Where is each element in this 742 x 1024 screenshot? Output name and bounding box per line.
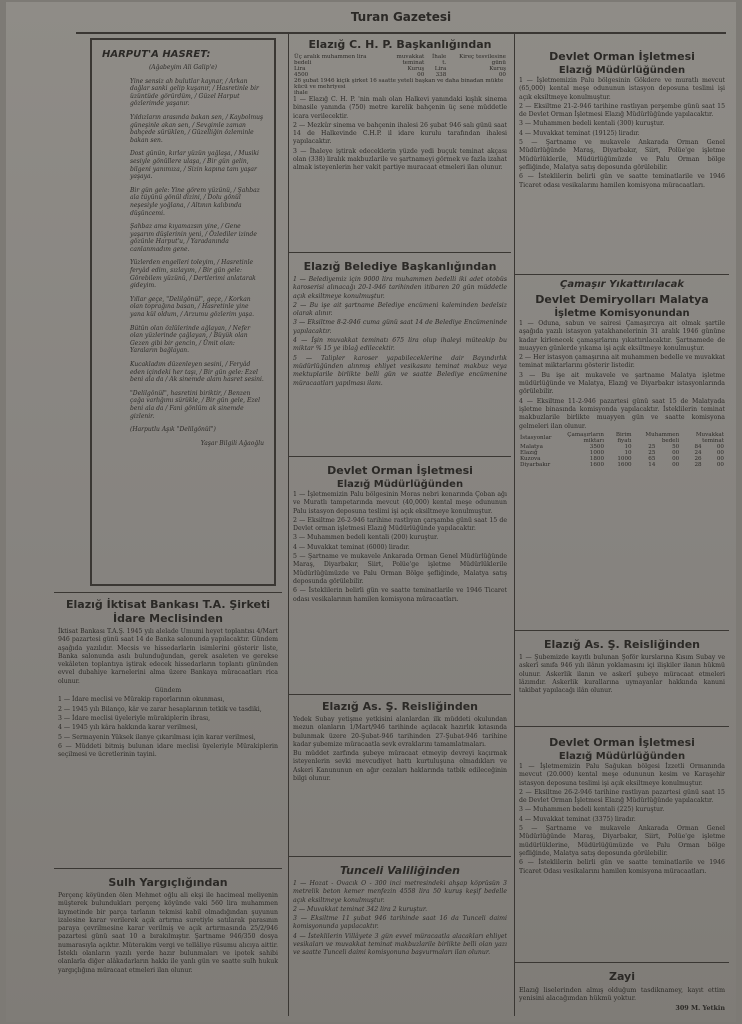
poem-box	[90, 38, 276, 586]
poem-stanza: Yıldızların arasında bakan sen, / Kaybolmuş güneşinle akan sen, / Sevgimle zaman bahçede sürüklen, / Güzelliğin özleminle bakan sen.	[130, 113, 264, 144]
divider	[515, 962, 729, 963]
table-cell: 00	[672, 455, 680, 462]
zayi-notice	[519, 968, 725, 1018]
divider	[289, 856, 511, 857]
table-cell: 24	[694, 449, 702, 456]
tunceli-title: Tunceli Valiliğinden	[340, 864, 460, 877]
camasir-item: 1 — Oduna, sabun ve sairesi Çamaşırcıya ait olmak şartile aşağıda yazılı istasyon yatakhanelerinin 31 aralık 1946 gününe kadar kirlenecek çamaşırlarını yıkattırılacaktır. Şartnamede de muayyen günlerde yıkama işi açık eksiltmeye konulmuştur.	[519, 320, 725, 352]
tunceli-item: 1 — Hozat - Ovacık O - 300 inci metresindeki ahşap köprüsün 3 metrelik beton kemer menfezin 4558 lira 50 kuruş keşif bedelle açık eksiltmeye konulmuştur.	[293, 880, 507, 904]
table-cell: Kuruş	[407, 66, 425, 72]
divider	[515, 726, 729, 727]
table-cell: 00	[716, 461, 724, 468]
orman1-item: 4 — Muvakkat teminat (19125) liradır.	[519, 129, 640, 137]
chp-title: Elazığ C. H. P. Başkanlığından	[308, 38, 492, 51]
asaskerlik-body: Yedek Subay yetişme yetkisini alanlardan ilk müddeti okulundan mezun olanların 1/Mart/946 tarihinde açılacak hazırlık kıtasında bulunmak üzere 20-Şubat-946 tarihinden 27-Şubat-946 tarihine kadar şubemize müracaatla sevk evraklarını tamamlatmaları.	[293, 716, 507, 748]
table-cell: 00	[498, 72, 506, 78]
poem-note: (Harputlu Aşık "Delilgönül")	[130, 426, 216, 434]
camasir-item: 3 — Bu işe ait mukavele ve şartname Malatya işletme müdürlüğünde ve Malatya, Elazığ ve Diyarbakır istasyonlarında görülebilir.	[519, 371, 725, 396]
chp-item: 3 — İhaleye iştirak edeceklerin yüzde yedi buçuk teminat akçası olan (338) liralık makbuzlarile ve şartnameyi görmek ve fazla izahat almak isteyenlerin her vakit partiye muracaat etmeleri ilan olunur.	[293, 147, 507, 172]
poem-stanza: Kucakladım düzenleyen sesini, / Feryâd eden içindeki her taşı, / Bir gün gele: Ezel beni ala da / Ak sinemde alam hasret sesini.	[130, 361, 264, 384]
tunceli-item: 2 — Muvakkat teminat 342 lira 2 kuruştur.	[293, 905, 428, 913]
table-cell: 26	[694, 455, 702, 462]
orman2-item: 1 — İşletmemizin Palu Sağukan bölgesi İzzetli Ormanında mevcut (20.000) kental meşe odununun kesim ve Karaşehir istasyon deposuna teslimi işi açık eksiltmeye konulmuştur.	[519, 763, 725, 787]
zayi-title: Zayi	[608, 970, 635, 983]
poem-stanza: "Delilgönül", hasretini biriktir, / Benzen çağa varlığımı sürükle, / Bir gün gele, Ezel beni ala da / Fani gönlüm ak sinemde gizlenir.	[130, 389, 261, 420]
sulh-body: Perçenç köyünden ölen Mehmet oğlu ali ekşi ile hacimeal meliyenin müşterek bulundukları perçenç köyünde vaki 560 lira muhammen kıymetinde bir parça tarlanın tekmisi kabil olmadığından şuyunun izalesine karar verilerek açık artırma suretiyle satılarak parasının paraya çevrilmesine karar verilmiş ve açık artırmasında 25/2/946 pazartesi günü saat 10 a bırakılmıştır. Şartname 946/350 dosya numarasıyla açıktır. Müterakim vergi ve tellâliye rüsumu alıcıya aittir. İsteklı olanların yazılı yerde hazır bulunmaları ve ipotek sahibi olanlarla diğer alâkadarların hakkı ile yanlı gün ve saatte sulh hukuk yargıçlığına müracaat etmeleri ilan olunur.	[58, 892, 278, 974]
table-cell: 65	[648, 455, 656, 462]
gundem-item: 2 — 1945 yılı Bilanço, kâr ve zarar hesaplarının tetkik ve tasdiki,	[58, 705, 262, 713]
divider	[54, 868, 282, 869]
belediye-title: Elazığ Belediye Başkanlığından	[303, 260, 497, 273]
table-cell: 1600	[617, 461, 632, 468]
belediye-item: 2 — Bu işe ait şartname Belediye encümeni kaleminden bedelsiz olarak alınır.	[293, 301, 507, 318]
orman-item: 6 — İsteklilerin belirli gün ve saatte teminatlarile ve 1946 Ticaret odası vesikalarının hamilen komisyona müracaatları.	[293, 587, 507, 603]
poem-title: HARPUT'A HASRET:	[102, 49, 211, 60]
poem-stanza: Şahbaz ama kıyamazsın yine, / Gene yaşarım düşlerinin yeni, / Özlediler izinde gözünle Harput'u, / Yaradanında canlanmadım gene.	[130, 223, 257, 253]
zayi-body: Elazığ liselerinden almış olduğum tasdiknamey, kayıt ettim yenisini alacağımdan hükmü yoktur.	[519, 986, 725, 1003]
belediye-item: 1 — Belediyemiz için 9000 lira muhammen bedelli iki adet otobüs karoserisi alınacağı 20-1-946 tarihinden itibaren 20 gün müddetle açık eksiltmeye konulmuştur.	[293, 276, 507, 300]
table-cell: 4500	[294, 72, 309, 78]
tunceli-item: 3 — Eksiltme 11 şubat 946 tarihinde saat 16 da Tunceli daimi komisyonunda yapılacaktır.	[293, 915, 507, 931]
table-cell: 1600	[589, 461, 605, 468]
orman2-subtitle: Elazığ Müdürlüğünden	[558, 751, 686, 762]
orman2-item: 6 — İsteklilerin belirli gün ve saatte teminatlarile ve 1946 Ticaret Odası vesikalarını hamilen komisyona müracaatları.	[519, 859, 725, 875]
table-header: Birim fiyatı	[615, 431, 632, 444]
iktisat-notice	[58, 596, 278, 892]
table-cell: 00	[417, 72, 425, 78]
sulh-title: Sulh Yargıçlığından	[108, 876, 228, 889]
chp-table	[293, 54, 507, 96]
orman-item: 5 — Şartname ve mukavele Ankarada Orman Genel Müdürlüğünde Maraş, Diyarbakır, Siirt, Polüe'ge işletme Müdürlüklerile Müdürlüğümüzde ve Palu Orman Bölge şefliğinde, Malatya satış deposunda görülebilir.	[293, 553, 507, 585]
table-cell: 26 şubat 1946 kiçik şirket 16 saatte yeteli başkan ve daha binadan mükte kücü ve mehriyesi	[294, 78, 504, 90]
chp-item: 1 — Elazığ C. H. P. 'nin malı olan Halkevi yanındaki kışlık sinema binasile yanında (750) metre karelik bahçenin üç sene müddetle icara verilecektir.	[293, 96, 507, 120]
gundem-item: 6 — Müddeti bitmiş bulunan idare meclisi üyeleriyle Mürakiplerin seçilmesi ve ücretlerinin tayini.	[58, 742, 278, 759]
divider	[289, 456, 511, 457]
chp-notice	[293, 36, 507, 246]
camasir-table	[519, 432, 725, 468]
table-cell: Lira	[434, 66, 447, 72]
table-header: Kireç tesvilesine günü	[459, 54, 506, 66]
poem-stanza: Yıllar geçe, "Delilgönül", geçe, / Korkan olan toprağına basan, / Hasretinle yine yana kül oldum, / Arzumu gözlerim yaşa.	[130, 295, 254, 319]
divider	[289, 694, 511, 695]
table-row	[519, 462, 725, 468]
table-cell: Diyarbakır	[520, 461, 551, 468]
table-cell: 00	[716, 449, 724, 456]
camasir-title: Devlet Demiryolları Malatya	[535, 293, 709, 306]
table-cell: 338	[435, 72, 447, 78]
asaskerlik2-notice	[519, 636, 725, 728]
table-cell: 25	[648, 449, 656, 456]
table-cell: 1800	[589, 455, 605, 462]
asaskerlik-notice	[293, 698, 507, 854]
orman-title: Devlet Orman İşletmesi	[327, 464, 473, 477]
table-cell: Elazığ	[520, 449, 538, 456]
belediye-item: 3 — Eksiltme 8-2-946 cuma günü saat 14 de Belediye Encümeninde yapılacaktır.	[293, 319, 507, 335]
orman2-notice	[519, 734, 725, 960]
table-header: İhale t.	[432, 54, 447, 66]
asaskerlik2-title: Elazığ As. Ş. Reisliğinden	[543, 638, 700, 651]
gundem-item: 1 — İdare meclisi ve Mürakip raporlarının okunması,	[58, 696, 225, 704]
orman-subtitle: Elazığ Müdürlüğünden	[336, 479, 464, 490]
table-cell: 14	[648, 461, 656, 468]
table-cell: 00	[716, 443, 724, 450]
table-header: İstasyonlar	[520, 434, 552, 441]
sulh-notice	[58, 874, 278, 1020]
zayi-sign: 309 M. Yetkin	[675, 1003, 725, 1012]
orman1-title: Devlet Orman İşletmesi	[549, 50, 695, 63]
iktisat-body: İktisat Bankası T.A.Ş. 1945 yılı alelade Umumi heyet toplantısı 4/Mart 946 pazartesi günü saat 14 de Banka salonunda yapılacaktır. Gündem aşağıda yazılıdır. Mecsis ve hissedarlarin isimlerini gösterir liste, Banka salonunda asılı bulunduğundan, gerek asaleten ve gerekse vekâleten toplantıya iştirak edecek hissedarların toplantı gününden evvel dubahiye karnelerini alma üzere Bankaya müracaatları rica olunur.	[58, 628, 278, 685]
camasir-item: 4 — Eksiltme 11-2-946 pazartesi günü saat 15 de Malatyada işletme binasında komisyonda yapılacaktır. İsteklilerin teminat makbuzlarile birlikte muayyen gün ve saatte komisyona gelmeleri ilan olunur.	[519, 397, 725, 430]
camasir-subtitle: İşletme Komisyonundan	[554, 308, 690, 319]
table-cell: 28	[694, 461, 702, 468]
table-cell: 1000	[617, 455, 632, 462]
asaskerlik2-body: 1 — Şubemizde kayıtlı bulunan Şoför kurslarına Kısım Subay ve askerî sınıfa 946 yılı ilânın yoklamasını içi ilişkiler ilanın hükmü olunur. Askerlik ilanın ve askerî şubeye müracaat etmeleri lâzımdır. Askerlik kurallarına uymayanlar hakkında kanuni takibat yapılacağı ilân olunur.	[519, 654, 725, 695]
orman2-title: Devlet Orman İşletmesi	[549, 736, 695, 749]
orman-item: 1 — İşletmemizin Palu bölgesinin Moras nebri kenarında Çoban ağı ve Muratlı tampetarında mevcut (40,000) kental meşe odununun Palu istasyon deposuna teslimi işi açık eksiltmeye konulmuştur.	[293, 491, 507, 515]
gundem-item: 3 — İdare meclisi üyeleriyle mürakiplerin ibrası,	[58, 714, 211, 722]
orman1-item: 5 — Şartname ve mukavele Ankarada Orman Genel Müdürlüğünde Maraş, Diyarbakır, Siirt, Polüe'ge işletme Müdürlüklerile, Müdürlüğümüzde ve Palu Orman bölge şefliğinde, Malatya satış deposunda görülebilir.	[519, 139, 725, 171]
table-header: Muvakkat teminat	[695, 431, 724, 444]
table-cell: 50	[672, 443, 680, 450]
camasir-notice	[519, 278, 725, 650]
camasir-kicker: Çamaşır Yıkattırılacak	[560, 279, 684, 290]
table-cell: Kuruş	[489, 66, 506, 72]
tunceli-notice	[293, 862, 507, 1018]
table-cell: Kuzova	[520, 455, 541, 462]
table-cell: 84	[694, 443, 702, 450]
poem-stanza: Yüzlerden engelleri toleyim, / Hasretinle feryâd edim, sızlayım, / Bir gün gele: Görebilem yüzünü, / Dertlerimi anlatarak gideyim.	[130, 259, 256, 290]
table-cell: 00	[716, 455, 724, 462]
gundem-item: 5 — Sermayenin Yüksek ilanye çıkarılması için karar verilmesi,	[58, 733, 256, 741]
orman-item: 3 — Muhammen bedeli kentali (200) kuruştur.	[293, 534, 439, 542]
poem-stanza: Bütün olan özlülerinde ağlayan, / Nefer olan yüzlerinde çağlayan, / Büyük olan Gezen gibi bir gencin, / Ümit olan: Yaraların bağlayan.	[130, 324, 251, 355]
belediye-notice	[293, 258, 507, 454]
gundem-label: Gündem	[154, 687, 182, 695]
belediye-item: 4 — İşin muvakkat teminatı 675 lira olup ihaleyi müteakip bu miktar % 15 ye iblağ edilecektir.	[293, 337, 507, 353]
table-cell: Malatya	[520, 443, 543, 450]
tunceli-item: 4 — İsteklilerin Villâyete 3 gün evvel müracaatla alacakları ehliyet vesikaları ve muvakkat teminat makbuzlarile birlikte belli olan yazı ve saatte Tunceli daimi komisyonuna başvurmaları ilan olunur.	[293, 932, 507, 957]
column-right	[514, 34, 729, 1016]
orman1-item: 2 — Eksiltme 21-2-946 tarihine rastlıyan perşembe günü saat 15 de Devlet Orman İşletmesi Elazığ Müdürlüğünde yapılacaktır.	[519, 102, 725, 119]
camasir-item: 2 — Her istasyon çamaşırına ait muhammen bedelle ve muvakkat teminat miktarlarını gösterir listedir.	[519, 354, 725, 370]
table-cell: ihale	[294, 90, 308, 96]
table-cell: 10	[624, 443, 632, 450]
table-cell: 25	[648, 443, 656, 450]
divider	[515, 630, 729, 631]
iktisat-title: Elazığ İktisat Bankası T.A. Şirketi İdare Meclisinden	[66, 598, 270, 625]
column-middle	[288, 34, 511, 1016]
table-header: muvakkat teminat	[396, 54, 425, 66]
divider	[54, 592, 282, 593]
orman2-item: 5 — Şartname ve mukavele Ankarada Orman Genel Müdürlüğünde Maraş, Diyarbakır, Siirt, Polüe'ge işletme müdürlüklerine, Müdürlüğümüzde ve Palu Orman bölge şefliğinde, Malatya satış deposunda görülebilir.	[519, 825, 725, 857]
table-cell: 00	[672, 461, 680, 468]
poem-stanza: Bir gün gele: Yine görem yüzünü, / Şahbaz ala tüyünü gönül dizini, / Dolu gönül neşesiyle yoğlana, / Altının kalıbında düşüncemi.	[130, 186, 260, 217]
gundem-item: 4 — 1945 yılı kâra hakkında karar verilmesi,	[58, 724, 198, 732]
orman1-item: 3 — Muhammen bedeli kentali (300) kuruştur.	[519, 120, 665, 128]
table-cell: 10	[624, 449, 632, 456]
table-header: Çamaşırların miktarı	[567, 431, 605, 444]
poem-stanza: Yine sensiz ah bulutlar kaynar, / Arkan dağlar sanki gelip kuşanır, / Hasretinle bir üzüntüde görürdüm, / Güzel Harput gözlerimde yaşanır.	[130, 77, 259, 108]
asaskerlik-body: Bu müddet zarfında şubeye müracaat etmeyip devreyi kaçırmak isteyenlerin sevki mevcudiyet hattı kurtuluşuna olmadıkları ve Askeri Kanununun en ağır cezaları haklarında tatbik edileceğinin bilgi olunur.	[293, 750, 507, 783]
table-header: Muhammen bedeli	[645, 431, 680, 444]
orman1-item: 1 — İşletmemizin Palu bölgesinin Gökdere ve muratlı mevcut (65,000) kental meşe odununun istasyon deposuna teslimi işi açık eksiltmeye konulmuştur.	[519, 77, 725, 101]
orman-notice	[293, 462, 507, 690]
orman2-item: 4 — Muvakkat teminat (3375) liradır.	[519, 815, 636, 823]
orman1-subtitle: Elazığ Müdürlüğünden	[558, 65, 686, 76]
chp-item: 2 — Mezkûr sinema ve bahçenin ihalesi 26 şubat 946 salı günü saat 14 de Halkevinde C.H.P. il idare kurulu tarafından ihalesi yapılacaktır.	[293, 121, 507, 146]
orman1-notice	[519, 48, 725, 270]
poem-dedication: (Ağabeyim Ali Galip'e)	[148, 64, 218, 71]
orman2-item: 2 — Eksiltme 26-2-946 tarihine rastlıyan pazartesi günü saat 15 de Devlet Orman İşletmesi Elazığ Müdürlüğünde yapılacaktır.	[519, 788, 725, 805]
divider	[289, 252, 511, 253]
column-left	[54, 34, 282, 1016]
asaskerlik-title: Elazığ As. Ş. Reisliğinden	[321, 700, 478, 713]
newspaper-page	[6, 2, 736, 1022]
table-cell: Lira	[294, 66, 306, 72]
orman-item: 4 — Muvakkat teminat (6000) liradır.	[293, 543, 410, 551]
table-cell: 00	[672, 449, 680, 456]
table-cell: 1000	[589, 449, 605, 456]
orman1-item: 6 — İsteklilerin belirli gün ve saatte teminatlarile ve 1946 Ticaret odası vesikalarını hamilen komisyona müracaatları.	[519, 173, 725, 189]
masthead: Turan Gazetesi	[76, 10, 726, 34]
orman-item: 2 — Eksiltme 26-2-946 tarihine rastlıyan çarşamba günü saat 15 de Devlet orman işletmesi Elazığ Müdürlüğünde yapılacaktır.	[293, 516, 507, 533]
poem-author: Yaşar Bilgili Ağaoğlu	[200, 439, 264, 447]
divider	[515, 274, 729, 275]
table-header: Üç aralık muhammen lira bedeli	[294, 54, 367, 66]
orman2-item: 3 — Muhammen bedeli kentali (225) kuruştur.	[519, 806, 665, 814]
poem-stanza: Dost günün, kırlar yüzün yağlaşa, / Musiki sesiyle gönüllere ulaşa, / Bir gün gelin, bilgeni yanımıza, / Sizin kapına tam yaşar yaşaya.	[130, 150, 259, 181]
table-cell: 3500	[589, 443, 605, 450]
belediye-item: 5 — Talipler karoser yapabileceklerine dair Bayındırlık müdürlüğünden alınmış ehliyet vesikasını teminat makbuz veya mektuplarile birlikte belli gün ve saatte Belediye encümenine müracaatları yapılması ilanı.	[293, 354, 507, 387]
